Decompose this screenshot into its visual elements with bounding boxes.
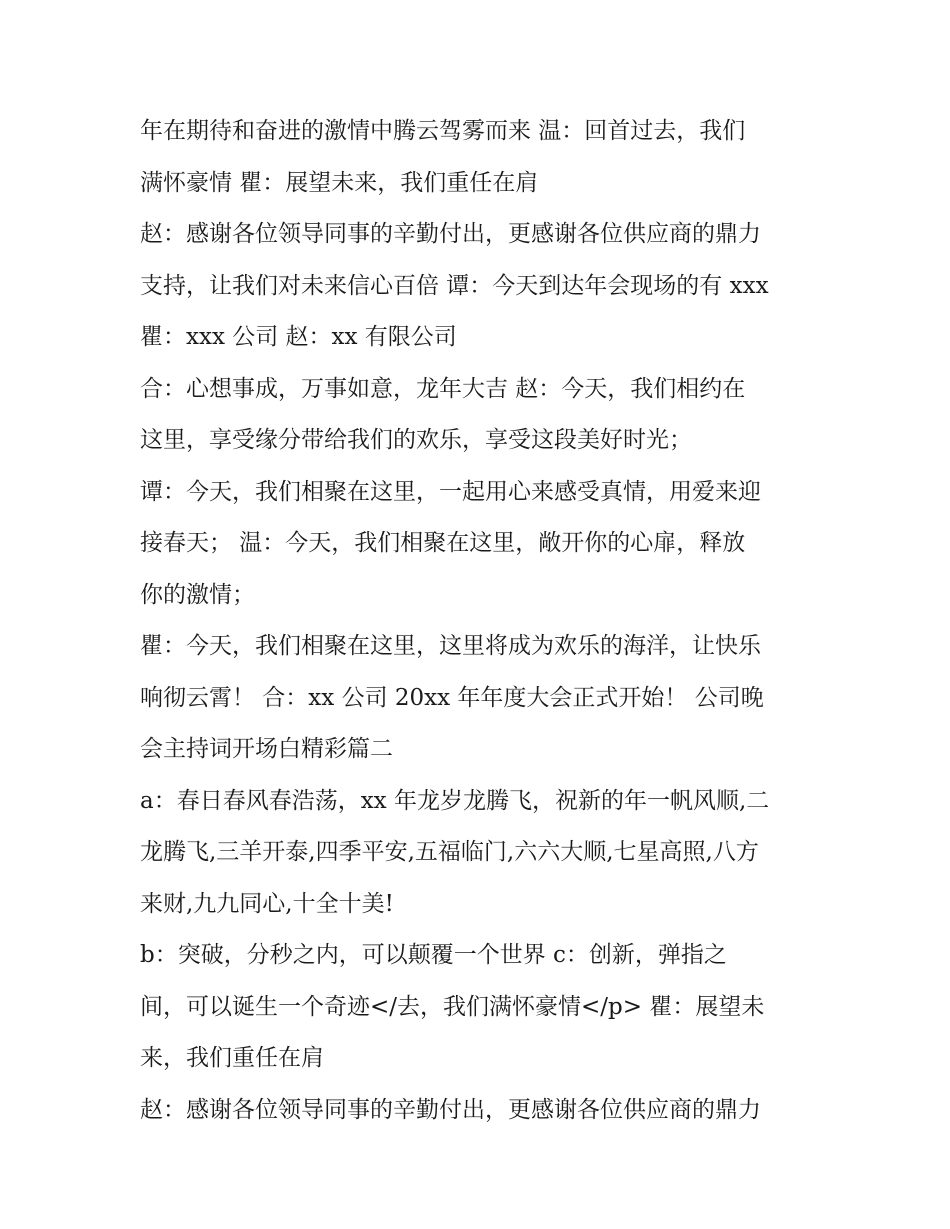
text-line: 间，可以诞生一个奇迹</去，我们满怀豪情</p> 瞿：展望未	[140, 993, 765, 1020]
text-line: 满怀豪情 瞿：展望未来，我们重任在肩	[140, 169, 539, 196]
text-line: 你的激情；	[140, 581, 255, 608]
text-line: 年在期待和奋进的激情中腾云驾雾而来 温：回首过去，我们	[140, 118, 746, 144]
text-line: 合：心想事成，万事如意，龙年大吉 赵：今天，我们相约在	[140, 375, 746, 402]
text-line: 龙腾飞,三羊开泰,四季平安,五福临门,六六大顺,七星高照,八方	[140, 839, 759, 865]
text-line: 这里，享受缘分带给我们的欢乐，享受这段美好时光；	[140, 427, 692, 453]
text-line: 支持，让我们对未来信心百倍 谭：今天到达年会现场的有 xxx	[140, 272, 769, 299]
document-body	[140, 106, 830, 1136]
text-line: 接春天； 温：今天，我们相聚在这里，敞开你的心扉，释放	[140, 530, 746, 556]
text-line: 谭：今天，我们相聚在这里，一起用心来感受真情，用爱来迎	[140, 478, 761, 505]
text-line: b：突破，分秒之内，可以颠覆一个世界 c：创新，弹指之	[140, 942, 727, 968]
text-line: 瞿：xxx 公司 赵：xx 有限公司	[140, 324, 457, 350]
text-line: 赵：感谢各位领导同事的辛勤付出，更感谢各位供应商的鼎力	[140, 221, 761, 247]
text-line: 来财,九九同心,十全十美!	[140, 890, 394, 917]
text-line: a：春日春风春浩荡，xx 年龙岁龙腾飞，祝新的年一帆风顺,二	[140, 787, 770, 814]
text-line: 响彻云霄！ 合：xx 公司 20xx 年年度大会正式开始！ 公司晚	[140, 684, 764, 711]
text-line: 瞿：今天，我们相聚在这里，这里将成为欢乐的海洋，让快乐	[140, 633, 761, 659]
text-line: 会主持词开场白精彩篇二	[140, 736, 393, 762]
text-line: 赵：感谢各位领导同事的辛勤付出，更感谢各位供应商的鼎力	[140, 1096, 761, 1123]
text-line: 来，我们重任在肩	[140, 1045, 324, 1071]
